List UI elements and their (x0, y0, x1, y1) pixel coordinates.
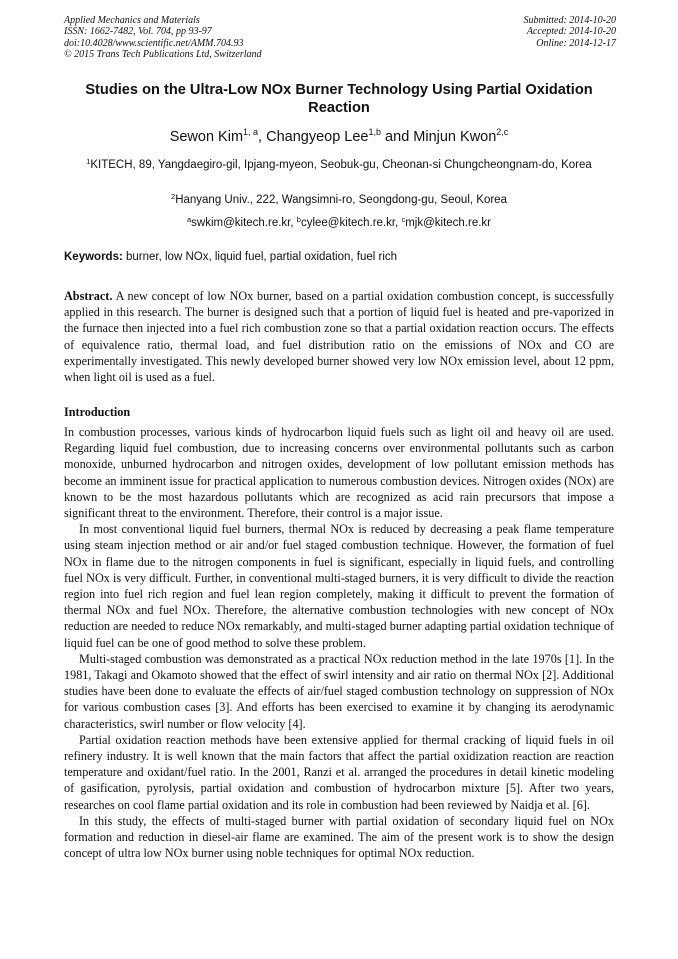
abstract (64, 288, 614, 385)
affiliation-sup: 1 (86, 157, 91, 166)
email-sup: c (401, 215, 406, 224)
keywords-label: Keywords: (64, 251, 123, 263)
journal-info (64, 15, 262, 61)
accepted-date: Accepted: 2014-10-20 (526, 26, 616, 38)
author-emails (64, 216, 614, 231)
introduction-body (64, 424, 614, 861)
author-name: Changyeop Lee (266, 129, 369, 145)
author-sup: 2,c (496, 127, 509, 137)
affiliation-1 (64, 158, 614, 173)
author-sup: 1, a (243, 127, 259, 137)
journal-name: Applied Mechanics and Materials (64, 15, 200, 26)
journal-issn: ISSN: 1662-7482, Vol. 704, pp 93-97 (64, 26, 212, 38)
abstract-label: Abstract. (64, 289, 113, 303)
author-sup: 1,b (368, 127, 382, 137)
email-text: mjk@kitech.re.kr (405, 217, 491, 229)
submitted-date: Submitted: 2014-10-20 (523, 15, 616, 26)
online-date: Online: 2014-12-17 (536, 37, 616, 49)
journal-doi: doi:10.4028/www.scientific.net/AMM.704.93 (64, 37, 244, 49)
section-heading: Introduction (64, 405, 131, 419)
affiliation-text: KITECH, 89, Yangdaegiro-gil, Ipjang-myeon, Seobuk-gu, Cheonan-si Chungcheongnam-do, Korea (90, 159, 592, 171)
submission-dates (524, 15, 617, 49)
paragraph: Multi-staged combustion was demonstrated as a practical NOx reduction method in the late 1970s [1]. In the 1981, Takagi and Okamoto showed that the effect of swirl intensity and air ratio on thermal NOx [2]. Additional studies have been done to evaluate the effects of air/fuel staged combustion technology on suppression of NOx for various combustion cases [3]. And efforts has been exercised to examine it by changing its aerodynamic characteristics, swirl number or flow velocity [4]. (64, 651, 614, 731)
author-name: Minjun Kwon (413, 129, 497, 145)
author-list (64, 128, 614, 146)
email-sup: a (186, 215, 192, 224)
affiliation-sup: 2 (171, 192, 176, 201)
keywords-text: burner, low NOx, liquid fuel, partial oxidation, fuel rich (122, 251, 398, 263)
paper-title: Studies on the Ultra-Low NOx Burner Technology Using Partial Oxidation Reaction (85, 82, 593, 116)
abstract-text: A new concept of low NOx burner, based on a partial oxidation combustion concept, is successfully applied in this research. The burner is designed such that a portion of liquid fuel is heated and pre-vaporized in the furnace then injected into a fuel rich combustion zone so that a partial oxidation reaction occurs. The effects of equivalence ratio, thermal load, and fuel distribution ratio on the emissions of NOx and CO are experimentally investigated. This newly developed burner showed very low NOx emission level, about 12 ppm, when light oil is used as a fuel. (64, 289, 614, 385)
paragraph: In this study, the effects of multi-staged burner with partial oxidation of secondary liquid fuel on NOx formation and reduction in diesel-air flame are examined. The aim of the present work is to show the design concept of ultra low NOx burner using noble techniques for optimal NOx reduction. (64, 813, 614, 861)
author-name: Sewon Kim (169, 129, 244, 145)
journal-copyright: © 2015 Trans Tech Publications Ltd, Switzerland (64, 49, 262, 61)
email-text: swkim@kitech.re.kr, (191, 217, 297, 229)
email-sup: b (296, 215, 301, 224)
email-text: cylee@kitech.re.kr, (300, 217, 402, 229)
paragraph: Partial oxidation reaction methods have been extensive applied for thermal cracking of liquid fuels in oil refinery industry. It is well known that the main factors that affect the partial oxidization reaction are reaction temperature and oxidant/fuel ratio. In the 2001, Ranzi et al. arranged the procedures in detail kinetic modeling of gasification, pyrolysis, partial oxidation and combustion of hydrocarbon mixture [5]. After two years, researches on cool flame partial oxidation and its role in combustion had been reviewed by Naidja et al. [6]. (64, 732, 614, 812)
paragraph: In most conventional liquid fuel burners, thermal NOx is reduced by decreasing a peak flame temperature using steam injection method or air and/or fuel staged combustion technique. However, the formation of fuel NOx in flame due to the nitrogen components in fuel is significant, especially in liquid fuels, and controlling fuel NOx is very difficult. Further, in conventional multi-staged burners, it is very difficult to divide the reaction region into fuel rich region and fuel lean region completely, making it difficult to prevent the formation of thermal NOx and fuel NOx. Therefore, the alternative combustion technologies with new concept of NOx reduction are needed to reduce NOx remarkably, and multi-staged burner adapting partial oxidation technique of liquid fuel can be one of good method to solve these problem. (64, 522, 614, 650)
keywords (64, 250, 616, 265)
author-separator: , (258, 129, 267, 145)
author-separator: and (381, 129, 414, 145)
affiliation-text: Hanyang Univ., 222, Wangsimni-ro, Seongdong-gu, Seoul, Korea (175, 194, 507, 206)
affiliation-2 (64, 193, 614, 208)
paragraph: In combustion processes, various kinds of hydrocarbon liquid fuels such as light oil and heavy oil are used. Regarding liquid fuel combustion, due to increasing concerns over environmental pollutants such as carbon monoxide, unburned hydrocarbon and nitrogen oxides, development of low pollutant emission methods has become an imminent issue for practical application to numerous combustion devices. Nitrogen oxides (NOx) are known to be the most hazardous pollutants which are recognized as acid rain precursors that impose a significant threat to the environment. Therefore, their control is a major issue. (64, 425, 614, 521)
